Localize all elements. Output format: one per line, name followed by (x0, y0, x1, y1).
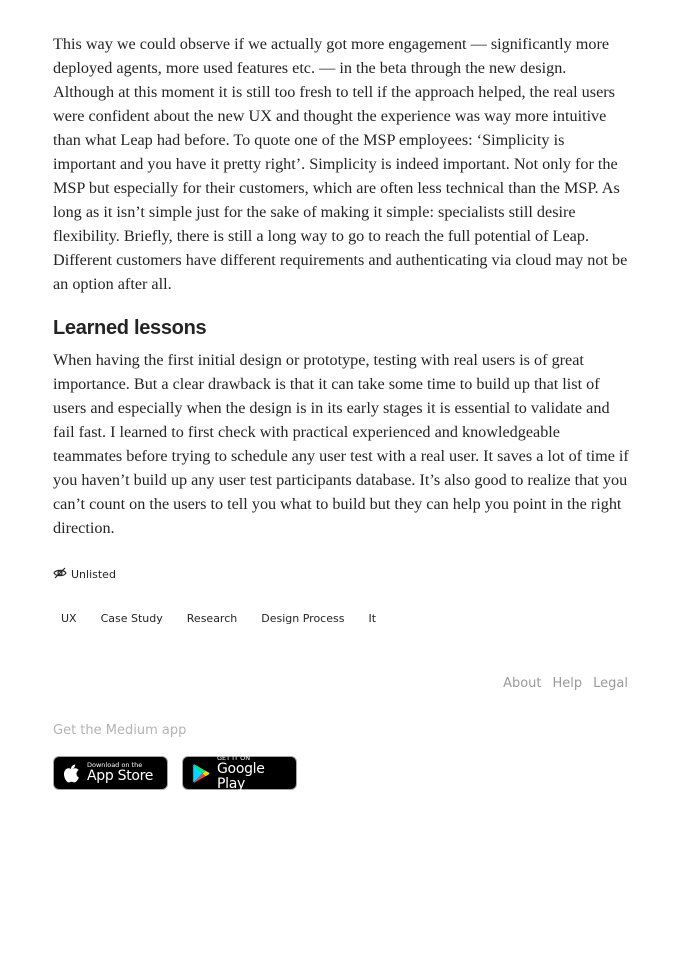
eye-slash-icon (53, 567, 71, 582)
footer-link-about[interactable]: About (503, 676, 542, 691)
tag-ux[interactable]: UX (53, 606, 85, 631)
tag-research[interactable]: Research (179, 606, 245, 631)
tag-design-process[interactable]: Design Process (253, 606, 352, 631)
app-store-label: App Store (87, 768, 154, 784)
footer-links (492, 676, 628, 691)
article-paragraph: When having the first initial design or prototype, testing with real users is of great importance. But a clear drawback is that it can take some time to build up that list of users and especially when the design is in its early stages it is essential to validate and fail fast. I learned to first check with practical experienced and knowledgeable teammates before trying to schedule any user test with a real user. It saves a lot of time if you haven’t build up any user test participants database. It’s also good to realize that you can’t count on the users to tell you what to build but they can help you point in the right direction. (53, 351, 629, 537)
google-play-button[interactable] (182, 753, 297, 792)
google-play-icon (193, 764, 210, 783)
article-body (53, 32, 629, 540)
google-play-small-text: GET IT ON (217, 753, 251, 762)
apple-icon (64, 764, 80, 783)
section-heading: Learned lessons (53, 317, 207, 339)
tag-case-study[interactable]: Case Study (93, 606, 171, 631)
footer-link-help[interactable]: Help (552, 676, 583, 691)
google-play-label: Google Play (217, 760, 265, 792)
get-app-label: Get the Medium app (53, 723, 187, 738)
article-paragraph: This way we could observe if we actually got more engagement — significantly more deployed agents, more used features etc. — in the beta through the new design. Although at this moment it is still too fresh to tell if the approach helped, the real users were confident about the new UX and thought the experience was way more intuitive than what Leap had before. To quote one of the MSP employees: ‘Simplicity is important and you have it pretty right’. Simplicity is indeed important. Not only for the MSP but especially for their customers, which are often less technical than the MSP. As long as it isn’t simple just for the sake of making it simple: specialists still desire flexibility. Briefly, there is still a long way to go to reach the full potential of Leap. Different customers have different requirements and authenticating via cloud may not be an option after all. (53, 35, 628, 293)
visibility-status (53, 567, 116, 582)
app-store-button[interactable] (53, 756, 168, 790)
tag-it[interactable]: It (360, 606, 384, 631)
visibility-label: Unlisted (71, 568, 116, 581)
tag-list (53, 606, 392, 631)
footer-link-legal[interactable]: Legal (593, 676, 628, 691)
app-store-small-text: Download on the (87, 761, 143, 769)
